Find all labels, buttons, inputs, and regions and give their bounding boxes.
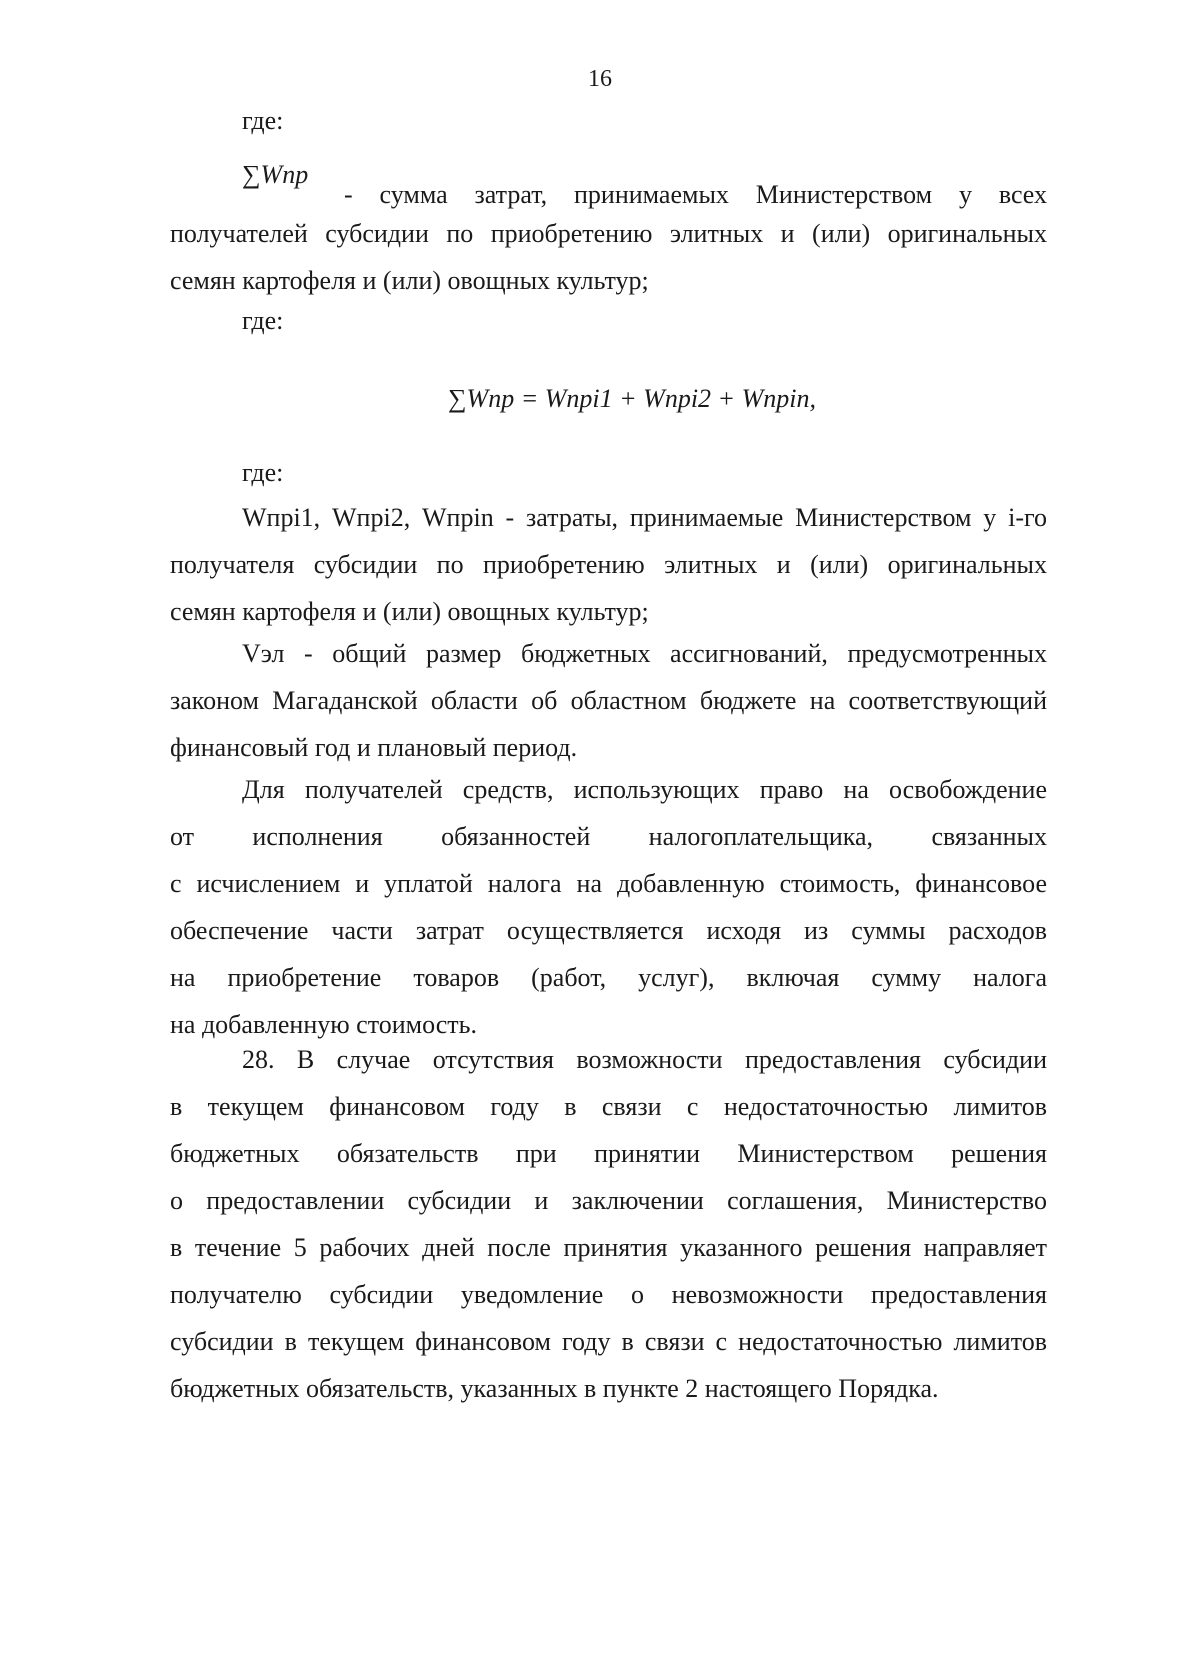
sum-definition-line-3: семян картофеля и (или) овощных культур; [170,266,649,295]
wpr-definition-line-3: семян картофеля и (или) овощных культур; [170,597,649,626]
vat-line-2: от исполнения обязанностей налогоплательщика, связанных [170,822,1047,851]
sum-symbol: ∑Wпр [242,160,309,189]
page-number: 16 [588,66,612,92]
clause-28 [170,1036,1047,1412]
where-label-3: где: [242,458,284,487]
sum-definition-line-1: - сумма затрат, принимаемых Министерством у всех [344,180,1047,209]
sum-definition-line-2: получателей субсидии по приобретению элитных и (или) оригинальных [170,219,1047,248]
clause-28-line-5: в течение 5 рабочих дней после принятия указанного решения направляет [170,1233,1047,1262]
clause-28-line-2: в текущем финансовом году в связи с недостаточностью лимитов [170,1092,1047,1121]
where-label-1: где: [242,106,284,135]
wpr-definition-line-2: получателя субсидии по приобретению элитных и (или) оригинальных [170,550,1047,579]
vat-line-6: на добавленную стоимость. [170,1010,477,1039]
clause-28-line-8: бюджетных обязательств, указанных в пункте 2 настоящего Порядка. [170,1374,939,1403]
vat-line-1: Для получателей средств, использующих право на освобождение [242,775,1047,804]
vat-line-3: с исчислением и уплатой налога на добавленную стоимость, финансовое [170,869,1047,898]
vel-definition-line-2: законом Магаданской области об областном бюджете на соответствующий [170,686,1047,715]
where-label-2: где: [242,306,284,335]
vel-definition-line-1: Vэл - общий размер бюджетных ассигнований, предусмотренных [242,639,1047,668]
sum-definition-continued [170,210,1047,304]
clause-28-line-6: получателю субсидии уведомление о невозможности предоставления [170,1280,1047,1309]
main-formula: ∑Wпр = Wпрі1 + Wпрі2 + Wпрin, [448,384,816,413]
vel-definition [170,630,1047,771]
clause-28-line-1: 28. В случае отсутствия возможности предоставления субсидии [242,1045,1047,1074]
vel-definition-line-3: финансовый год и плановый период. [170,733,578,762]
wpr-definition-line-1: Wпрі1, Wпрі2, Wпрin - затраты, принимаемые Министерством у i-го [242,503,1047,532]
clause-28-line-4: о предоставлении субсидии и заключении соглашения, Министерство [170,1186,1047,1215]
clause-28-line-3: бюджетных обязательств при принятии Министерством решения [170,1139,1047,1168]
vat-paragraph [170,766,1047,1048]
vat-line-4: обеспечение части затрат осуществляется исходя из суммы расходов [170,916,1047,945]
vat-line-5: на приобретение товаров (работ, услуг), включая сумму налога [170,963,1047,992]
wpr-definition [170,494,1047,635]
clause-28-line-7: субсидии в текущем финансовом году в связи с недостаточностью лимитов [170,1327,1047,1356]
